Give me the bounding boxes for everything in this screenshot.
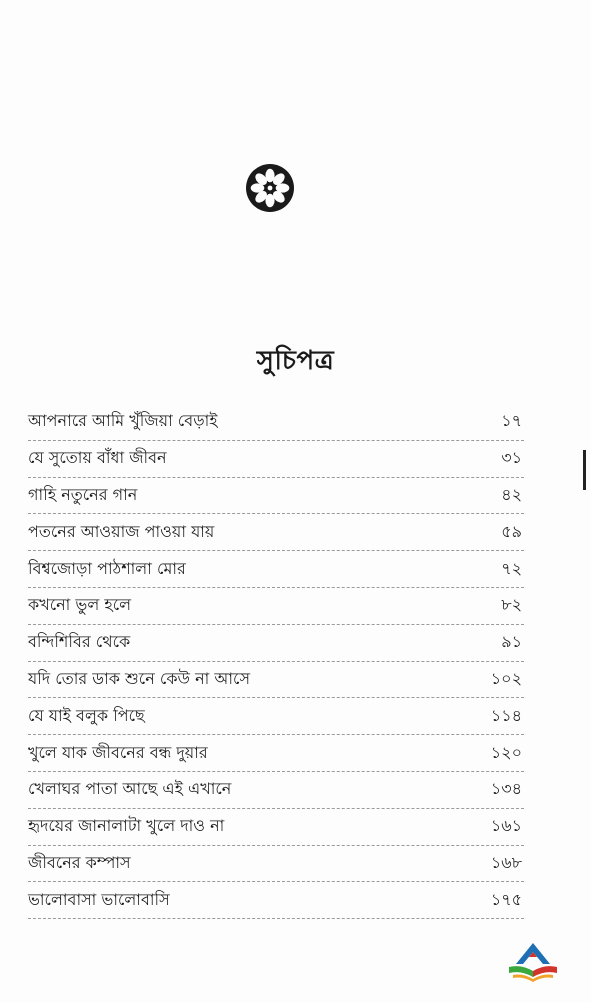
page-edge-mark xyxy=(583,450,586,490)
toc-title: খেলাঘর পাতা আছে এই এখানে xyxy=(28,779,232,799)
flower-ornament-icon xyxy=(245,163,295,213)
toc-page-number: ১০২ xyxy=(490,668,522,688)
toc-page-number: ১৬১ xyxy=(490,816,522,836)
toc-page-number: ১৭ xyxy=(501,411,522,431)
toc-row xyxy=(28,772,524,809)
toc-title: পতনের আওয়াজ পাওয়া যায় xyxy=(28,521,215,541)
toc-title: ভালোবাসা ভালোবাসি xyxy=(28,889,170,909)
toc-row xyxy=(28,514,524,551)
toc-page-number: ১৩৪ xyxy=(490,779,522,799)
toc-title: যে যাই বলুক পিছে xyxy=(28,705,145,725)
toc-row xyxy=(28,846,524,883)
toc-title: খুলে যাক জীবনের বন্ধ দুয়ার xyxy=(28,742,208,762)
toc-row xyxy=(28,551,524,588)
toc-title: বন্দিশিবির থেকে xyxy=(28,632,131,652)
book-logo-icon xyxy=(505,940,561,984)
toc-row xyxy=(28,588,524,625)
toc-title: যদি তোর ডাক শুনে কেউ না আসে xyxy=(28,668,251,688)
toc-title: হৃদয়ের জানালাটা খুলে দাও না xyxy=(28,816,225,836)
toc-title: বিশ্বজোড়া পাঠশালা মোর xyxy=(28,558,186,578)
toc-row xyxy=(28,478,524,515)
toc-page-number: ৮২ xyxy=(501,595,522,615)
toc-row xyxy=(28,662,524,699)
toc-page-number: ৭২ xyxy=(501,558,522,578)
table-of-contents xyxy=(28,404,524,919)
toc-title: আপনারে আমি খুঁজিয়া বেড়াই xyxy=(28,411,218,431)
toc-row xyxy=(28,441,524,478)
toc-title: যে সুতোয় বাঁধা জীবন xyxy=(28,448,167,468)
toc-row xyxy=(28,698,524,735)
toc-row xyxy=(28,735,524,772)
toc-title: গাহি নতুনের গান xyxy=(28,484,138,504)
toc-page-number: ৯১ xyxy=(501,632,522,652)
toc-page-number: ১৬৮ xyxy=(490,852,522,872)
toc-page-number: ১১৪ xyxy=(490,705,522,725)
toc-row xyxy=(28,625,524,662)
toc-row xyxy=(28,882,524,919)
toc-page-number: ১৭৫ xyxy=(490,889,522,909)
toc-title: জীবনের কম্পাস xyxy=(28,852,131,872)
toc-page-number: ৪২ xyxy=(501,484,522,504)
toc-row xyxy=(28,404,524,441)
toc-page-number: ৫৯ xyxy=(501,521,522,541)
toc-title: কখনো ভুল হলে xyxy=(28,595,132,615)
toc-page-number: ৩১ xyxy=(501,448,522,468)
toc-row xyxy=(28,809,524,846)
toc-page-number: ১২০ xyxy=(490,742,522,762)
page-title: সুচিপত্র xyxy=(256,346,335,376)
